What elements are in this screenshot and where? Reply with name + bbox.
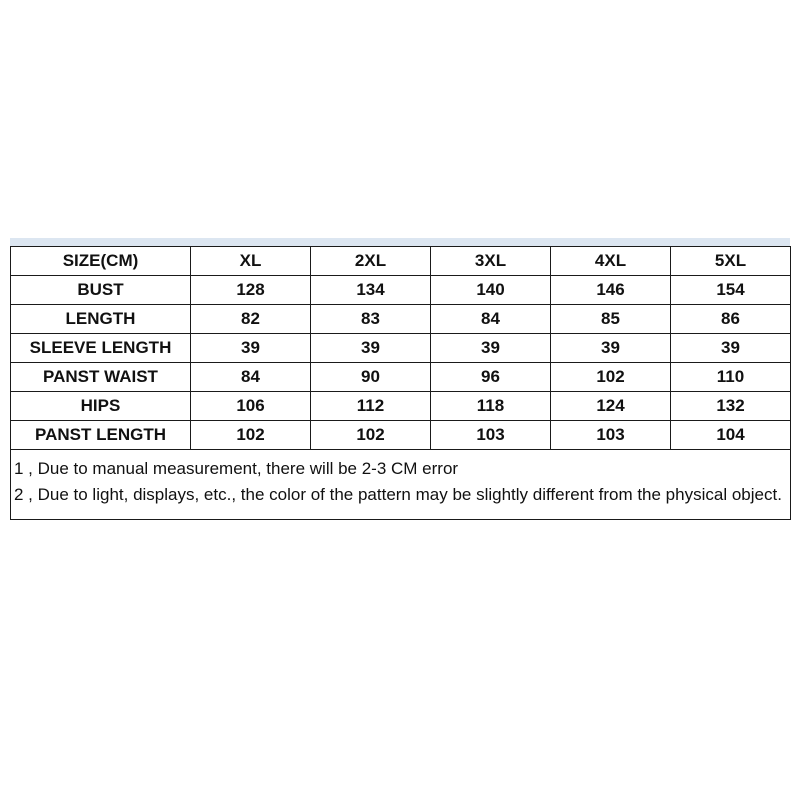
table-cell: 39 — [431, 334, 551, 363]
table-row-bust — [11, 276, 791, 305]
table-cell: 84 — [191, 363, 311, 392]
header-cell-5xl: 5XL — [671, 247, 791, 276]
table-cell: 102 — [311, 421, 431, 450]
table-cell: 140 — [431, 276, 551, 305]
table-cell: 83 — [311, 305, 431, 334]
table-cell: 102 — [191, 421, 311, 450]
table-cell: 82 — [191, 305, 311, 334]
note-color-difference: 2 , Due to light, displays, etc., the color of the pattern may be slightly different from the physical object. — [14, 485, 782, 505]
table-row-pants-length — [11, 421, 791, 450]
table-cell: 146 — [551, 276, 671, 305]
header-cell-xl: XL — [191, 247, 311, 276]
table-cell: 102 — [551, 363, 671, 392]
table-cell: 39 — [551, 334, 671, 363]
table-cell: 128 — [191, 276, 311, 305]
table-cell: 118 — [431, 392, 551, 421]
table-cell: 86 — [671, 305, 791, 334]
row-label: HIPS — [11, 392, 191, 421]
header-cell-4xl: 4XL — [551, 247, 671, 276]
table-cell: 104 — [671, 421, 791, 450]
table-cell: 132 — [671, 392, 791, 421]
header-cell-2xl: 2XL — [311, 247, 431, 276]
table-cell: 124 — [551, 392, 671, 421]
notes-cell — [11, 450, 791, 520]
row-label: PANST WAIST — [11, 363, 191, 392]
size-chart-table — [10, 246, 791, 520]
header-cell-size-cm: SIZE(CM) — [11, 247, 191, 276]
table-cell: 103 — [431, 421, 551, 450]
table-row-sleeve-length — [11, 334, 791, 363]
table-cell: 39 — [311, 334, 431, 363]
row-label: SLEEVE LENGTH — [11, 334, 191, 363]
table-cell: 96 — [431, 363, 551, 392]
notes-row — [11, 450, 791, 520]
table-row-hips — [11, 392, 791, 421]
row-label: BUST — [11, 276, 191, 305]
table-cell: 39 — [191, 334, 311, 363]
table-cell: 39 — [671, 334, 791, 363]
table-cell: 85 — [551, 305, 671, 334]
table-cell: 110 — [671, 363, 791, 392]
table-cell: 134 — [311, 276, 431, 305]
table-cell: 112 — [311, 392, 431, 421]
table-cell: 154 — [671, 276, 791, 305]
table-cell: 90 — [311, 363, 431, 392]
table-row-length — [11, 305, 791, 334]
table-cell: 103 — [551, 421, 671, 450]
header-row — [11, 247, 791, 276]
table-row-pants-waist — [11, 363, 791, 392]
table-cell: 84 — [431, 305, 551, 334]
table-cell: 106 — [191, 392, 311, 421]
row-label: LENGTH — [11, 305, 191, 334]
note-measurement-error: 1 , Due to manual measurement, there will be 2-3 CM error — [14, 459, 459, 478]
row-label: PANST LENGTH — [11, 421, 191, 450]
table-top-strip — [10, 238, 790, 246]
header-cell-3xl: 3XL — [431, 247, 551, 276]
